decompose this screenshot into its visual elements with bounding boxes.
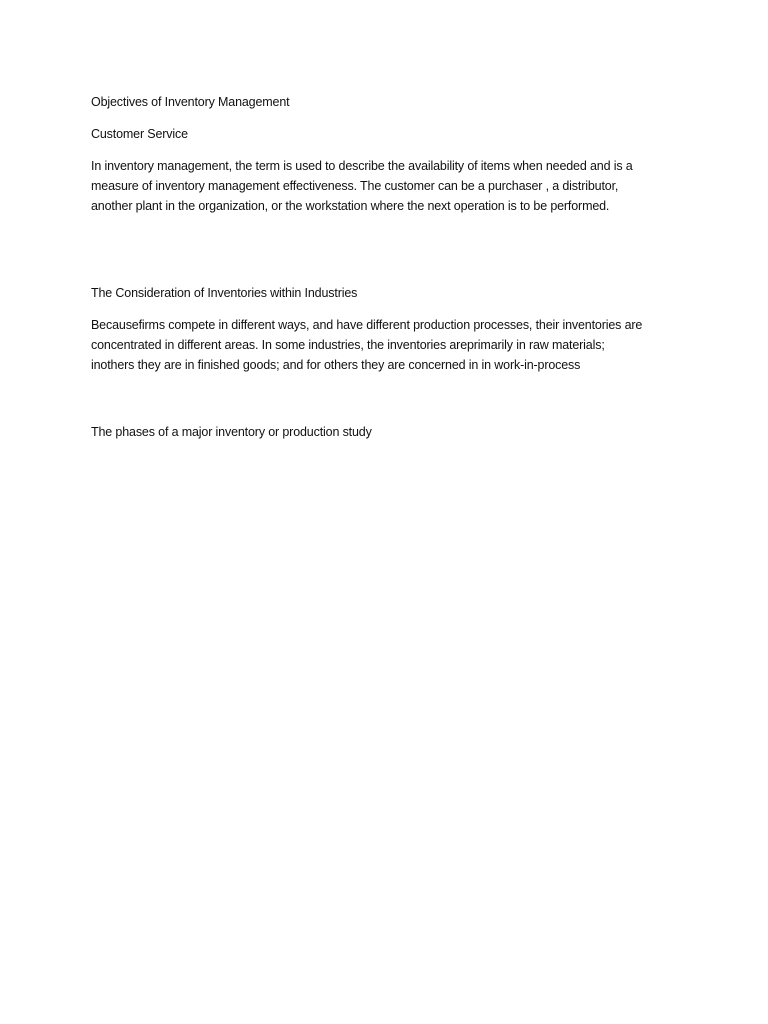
paragraph-line: concentrated in different areas. In some industries, the inventories areprimarily in raw materials;: [91, 338, 605, 352]
paragraph-line: another plant in the organization, or the workstation where the next operation is to be performed.: [91, 199, 610, 213]
paragraph-line: inothers they are in finished goods; and for others they are concerned in in work-in-process: [91, 358, 581, 372]
section-heading-customer-service: Customer Service: [91, 127, 188, 141]
paragraph-consideration: [91, 315, 691, 375]
document-title: Objectives of Inventory Management: [91, 95, 290, 109]
section-heading-consideration: The Consideration of Inventories within Industries: [91, 286, 358, 300]
paragraph-line: In inventory management, the term is used to describe the availability of items when needed and is a: [91, 159, 633, 173]
paragraph-line: measure of inventory management effectiveness. The customer can be a purchaser , a distributor,: [91, 179, 619, 193]
paragraph-customer-service: [91, 156, 691, 216]
paragraph-line: Becausefirms compete in different ways, and have different production processes, their inventories are: [91, 318, 643, 332]
section-heading-phases: The phases of a major inventory or production study: [91, 425, 372, 439]
